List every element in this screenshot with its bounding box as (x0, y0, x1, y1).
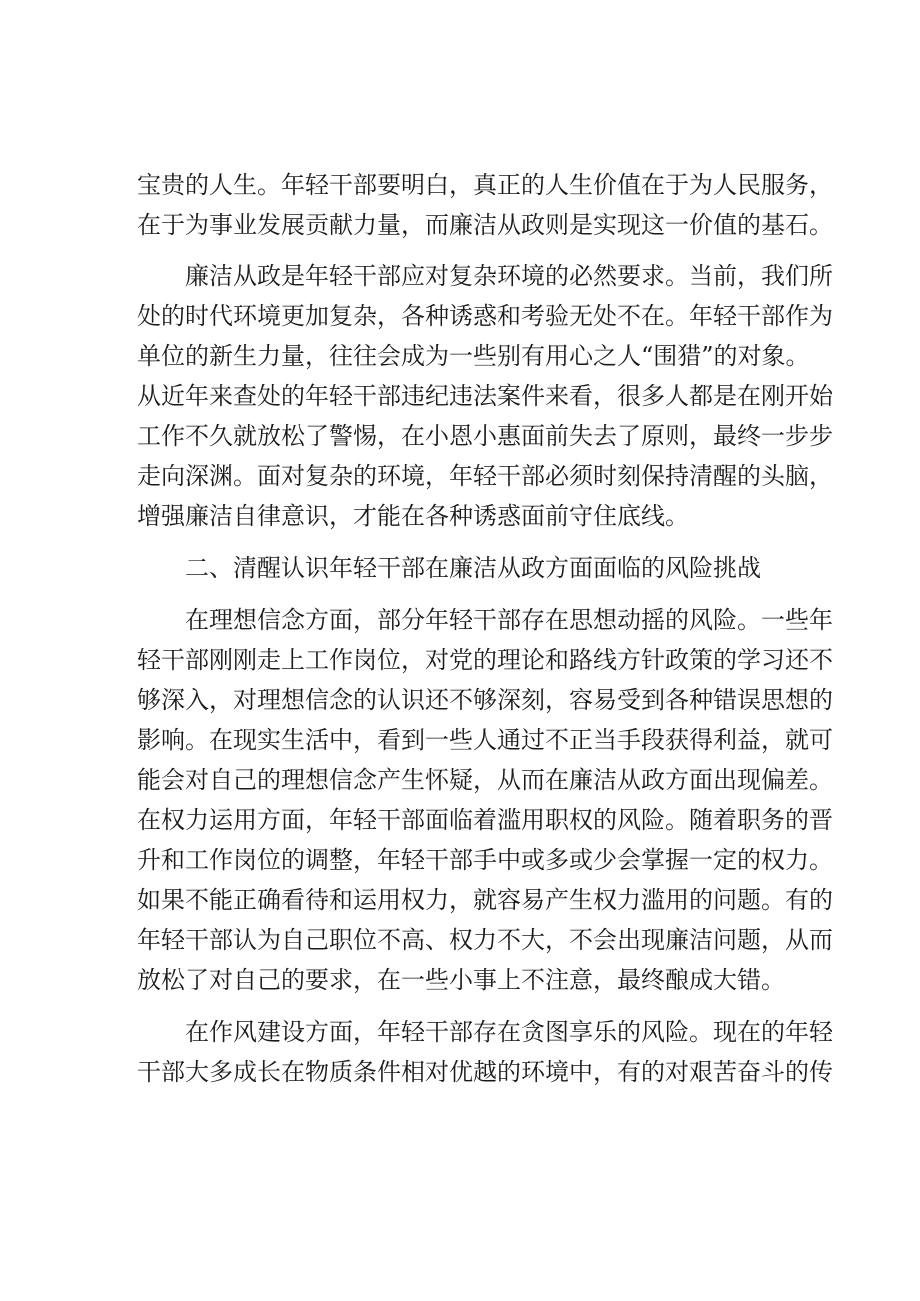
text-line: 走向深渊。面对复杂的环境，年轻干部必须时刻保持清醒的头脑， (137, 462, 833, 490)
text-line: 在理想信念方面，部分年轻干部存在思想动摇的风险。一些年 (185, 606, 833, 634)
text-line: 够深入，对理想信念的认识还不够深刻，容易受到各种错误思想的 (137, 686, 833, 714)
text-line: 处的时代环境更加复杂，各种诱惑和考验无处不在。年轻干部作为 (137, 302, 833, 330)
text-line: 放松了对自己的要求，在一些小事上不注意，最终酿成大错。 (137, 966, 785, 994)
text-line: 轻干部刚刚走上工作岗位，对党的理论和路线方针政策的学习还不 (137, 646, 833, 674)
text-line: 增强廉洁自律意识，才能在各种诱惑面前守住底线。 (137, 502, 689, 530)
text-line: 如果不能正确看待和运用权力，就容易产生权力滥用的问题。有的 (137, 886, 833, 914)
text-line: 干部大多成长在物质条件相对优越的环境中，有的对艰苦奋斗的传 (137, 1058, 833, 1086)
text-line: 年轻干部认为自己职位不高、权力不大，不会出现廉洁问题，从而 (137, 926, 833, 954)
text-line: 在于为事业发展贡献力量，而廉洁从政则是实现这一价值的基石。 (137, 211, 833, 239)
heading-text: 二、清醒认识年轻干部在廉洁从政方面面临的风险挑战 (185, 554, 761, 582)
text-line: 宝贵的人生。年轻干部要明白，真正的人生价值在于为人民服务， (137, 171, 833, 199)
text-line: 廉洁从政是年轻干部应对复杂环境的必然要求。当前，我们所 (185, 262, 833, 290)
text-line: 单位的新生力量，往往会成为一些别有用心之人“围猎”的对象。 (137, 342, 810, 370)
text-line: 影响。在现实生活中，看到一些人通过不正当手段获得利益，就可 (137, 726, 833, 754)
text-line: 在作风建设方面，年轻干部存在贪图享乐的风险。现在的年轻 (185, 1018, 833, 1046)
text-line: 升和工作岗位的调整，年轻干部手中或多或少会掌握一定的权力。 (137, 846, 833, 874)
text-line: 在权力运用方面，年轻干部面临着滥用职权的风险。随着职务的晋 (137, 806, 833, 834)
text-line: 能会对自己的理想信念产生怀疑，从而在廉洁从政方面出现偏差。 (137, 766, 833, 794)
text-line: 工作不久就放松了警惕，在小恩小惠面前失去了原则，最终一步步 (137, 422, 833, 450)
text-line: 从近年来查处的年轻干部违纪违法案件来看，很多人都是在刚开始 (137, 382, 833, 410)
